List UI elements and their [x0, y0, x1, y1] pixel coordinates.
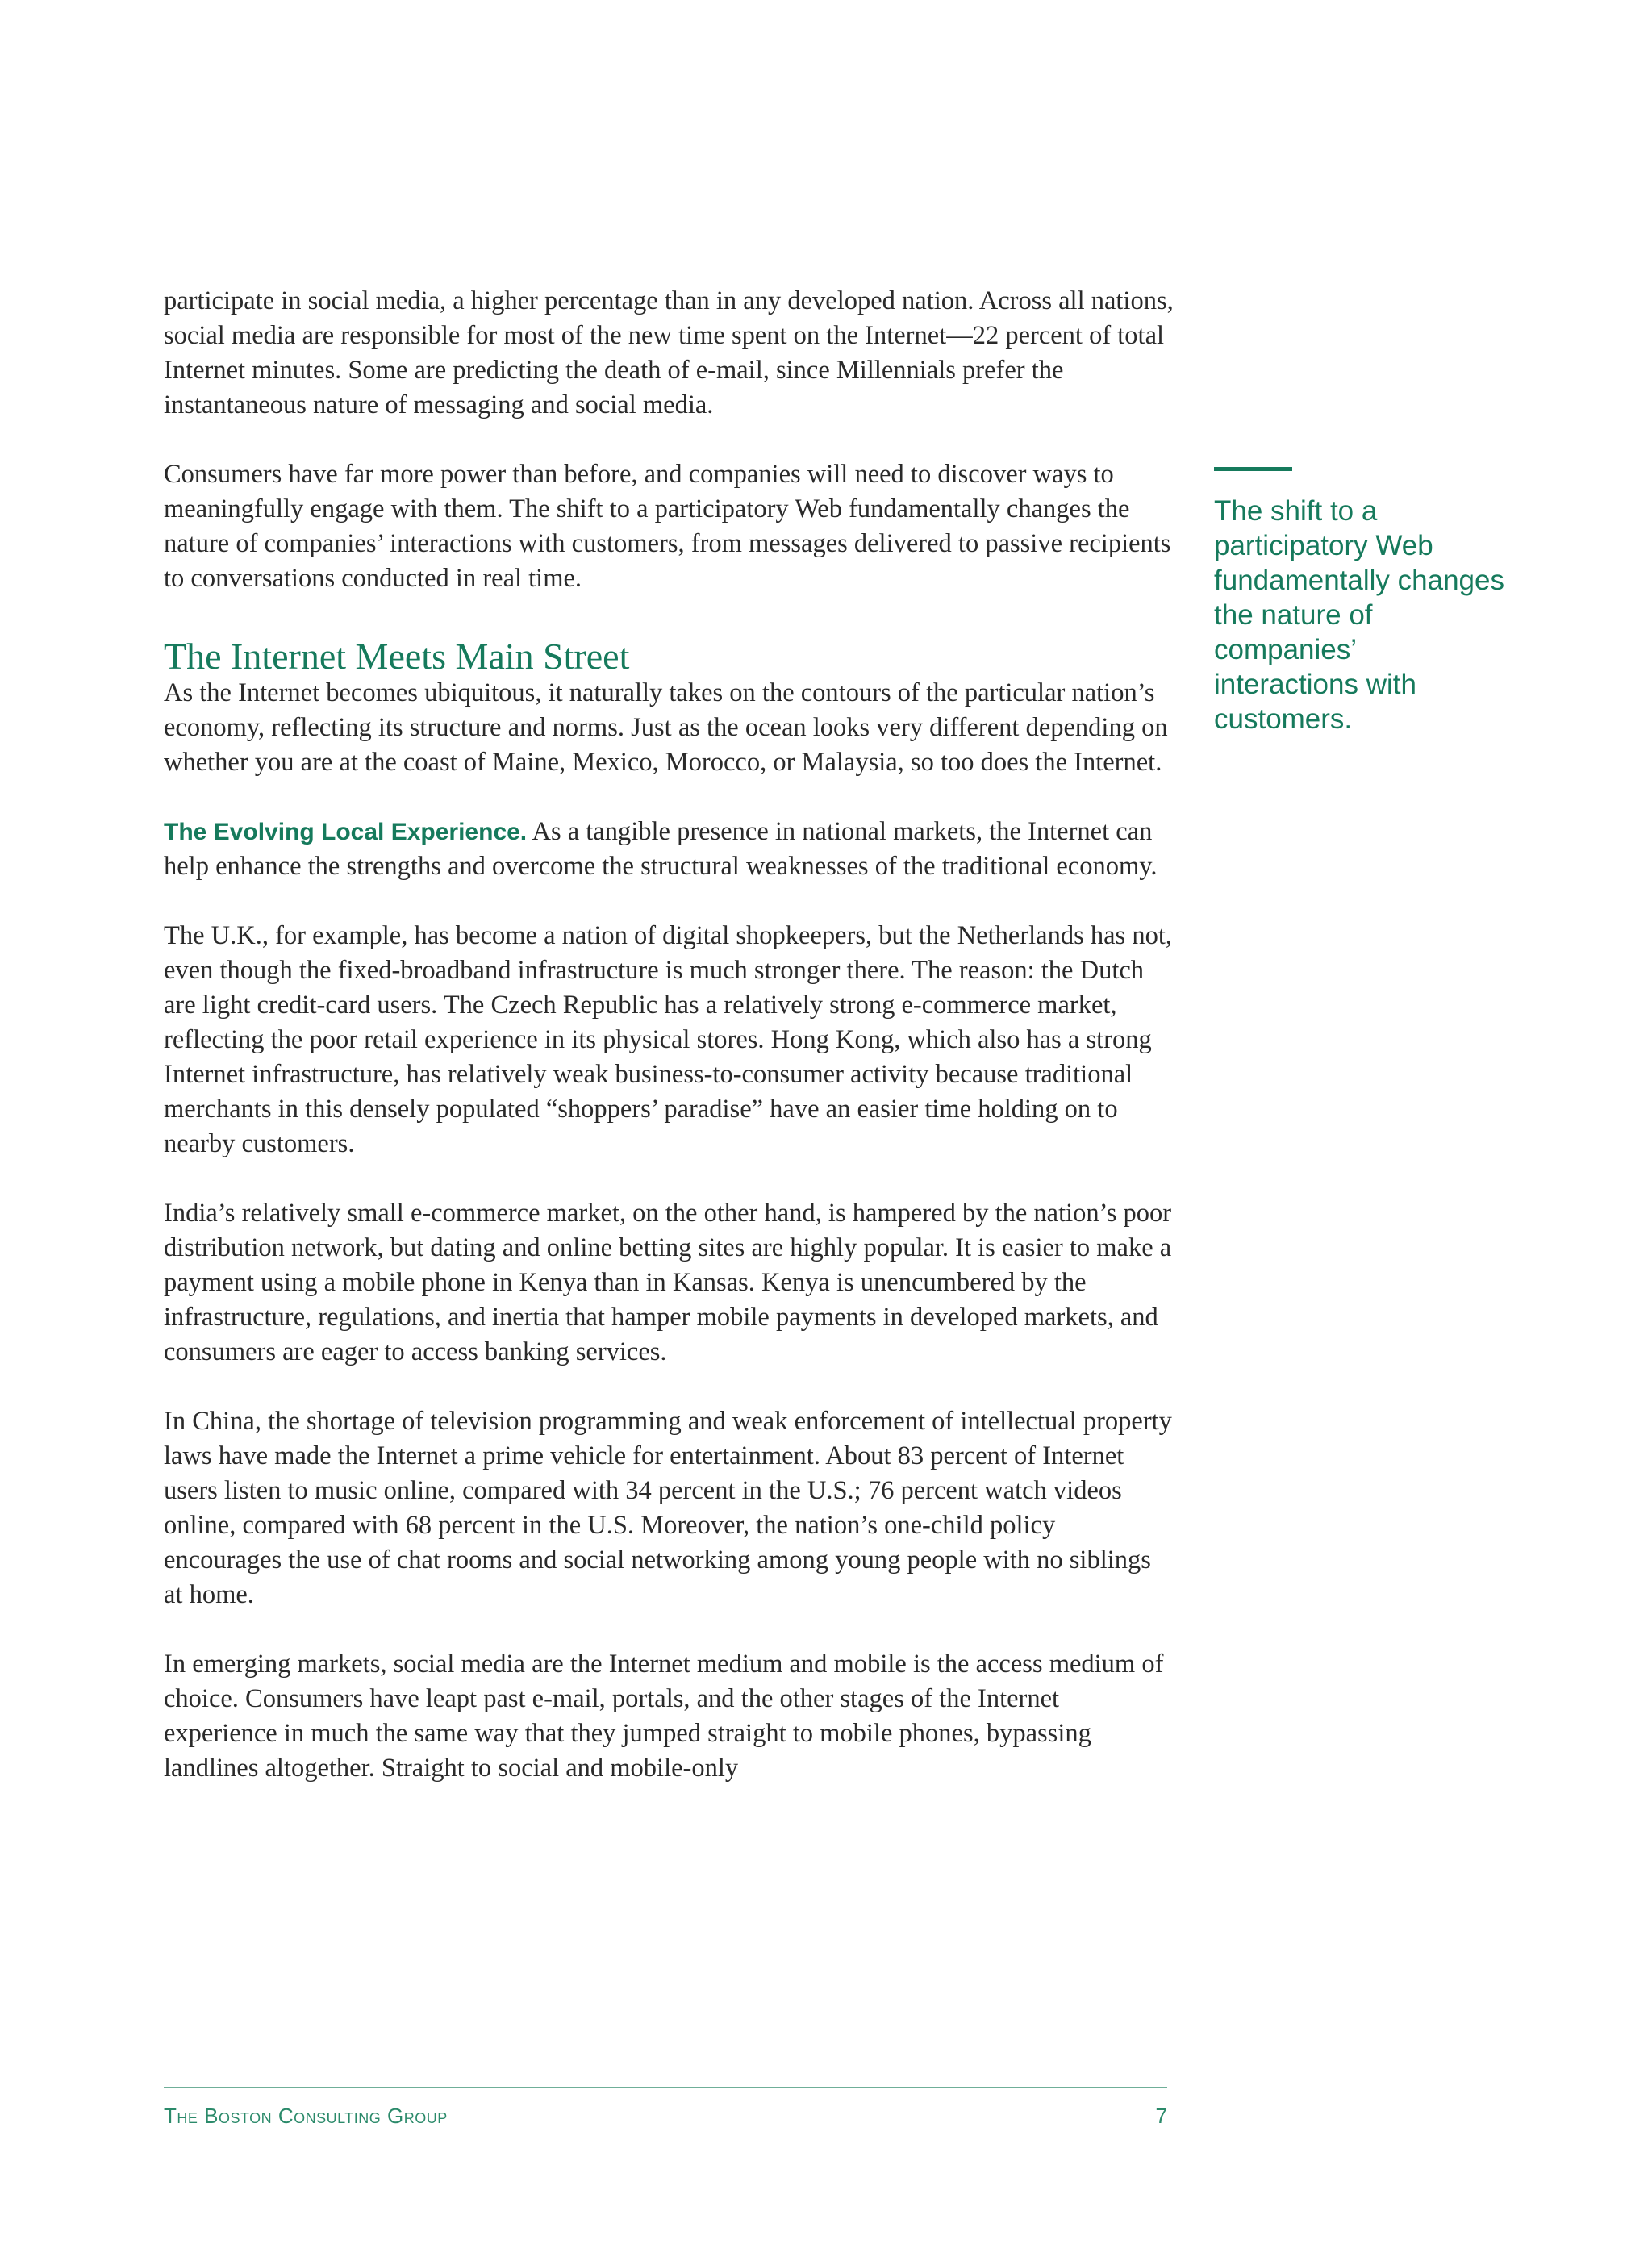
paragraph-uk-example: The U.K., for example, has become a nation of digital shopkeepers, but the Netherlands has not, even though the fixed-broadband infrastructure is much stronger there. The reason: the Dutch are light credit-card users. The Czech Republic has a relatively strong e-commerce market, reflecting the poor retail experience in its physical stores. Hong Kong, which also has a strong Internet infrastructure, has relatively weak business-to-consumer activity because traditional merchants in this densely populated “shoppers’ paradise” have an easier time holding on to nearby customers. — [164, 921, 1172, 1158]
paragraph-consumer-power: Consumers have far more power than before, and companies will need to discover ways to meaningfully engage with them. The shift to a participatory Web fundamentally changes the nature of companies’ interactions with customers, from messages delivered to passive recipients to conversations conducted in real time. — [164, 460, 1171, 593]
article-body — [164, 284, 1174, 1821]
pull-quote-text: The shift to a participatory Web fundamentally changes the nature of companies’ interactions with customers. — [1214, 495, 1504, 735]
paragraph-social-media: participate in social media, a higher percentage than in any developed nation. Across all nations, social media are responsible for most of the new time spent on the Internet—22 percent of total Internet minutes. Some are predicting the death of e-mail, since Millennials prefer the instantaneous nature of messaging and social media. — [164, 286, 1174, 419]
paragraph-local-experience — [164, 815, 1174, 884]
footer-organization: The Boston Consulting Group — [164, 2104, 448, 2128]
paragraph-china: In China, the shortage of television programming and weak enforcement of intellectual property laws have made the Internet a prime vehicle for entertainment. About 83 percent of Internet users listen to music online, compared with 34 percent in the U.S.; 76 percent watch videos online, compared with 68 percent in the U.S. Moreover, the nation’s one-child policy encourages the use of chat rooms and social networking among young people with no siblings at home. — [164, 1407, 1172, 1609]
paragraph-local-experience-text: As a tangible presence in national markets, the Internet can help enhance the strengths and overcome the structural weaknesses of the traditional economy. — [164, 817, 1158, 881]
paragraph-india-kenya: India’s relatively small e-commerce market, on the other hand, is hampered by the nation’s poor distribution network, but dating and online betting sites are highly popular. It is easier to make a payment using a mobile phone in Kenya than in Kansas. Kenya is unencumbered by the infrastructure, regulations, and inertia that hamper mobile payments in developed markets, and consumers are eager to access banking services. — [164, 1199, 1172, 1366]
pull-quote-rule — [1214, 467, 1292, 471]
section-heading: The Internet Meets Main Street — [164, 636, 630, 677]
footer-divider — [164, 2087, 1167, 2088]
paragraph-ubiquitous: As the Internet becomes ubiquitous, it naturally takes on the contours of the particular nation’s economy, reflecting its structure and norms. Just as the ocean looks very different depending on whether you are at the coast of Maine, Mexico, Morocco, or Malaysia, so too does the Internet. — [164, 678, 1168, 777]
pull-quote — [1214, 467, 1504, 736]
run-in-heading: The Evolving Local Experience. — [164, 819, 528, 845]
paragraph-emerging-markets: In emerging markets, social media are the Internet medium and mobile is the access medium of choice. Consumers have leapt past e-mail, portals, and the other stages of the Internet experience in much the same way that they jumped straight to mobile phones, bypassing landlines altogether. Straight to social and mobile-only — [164, 1650, 1164, 1783]
page-number: 7 — [1155, 2104, 1167, 2128]
